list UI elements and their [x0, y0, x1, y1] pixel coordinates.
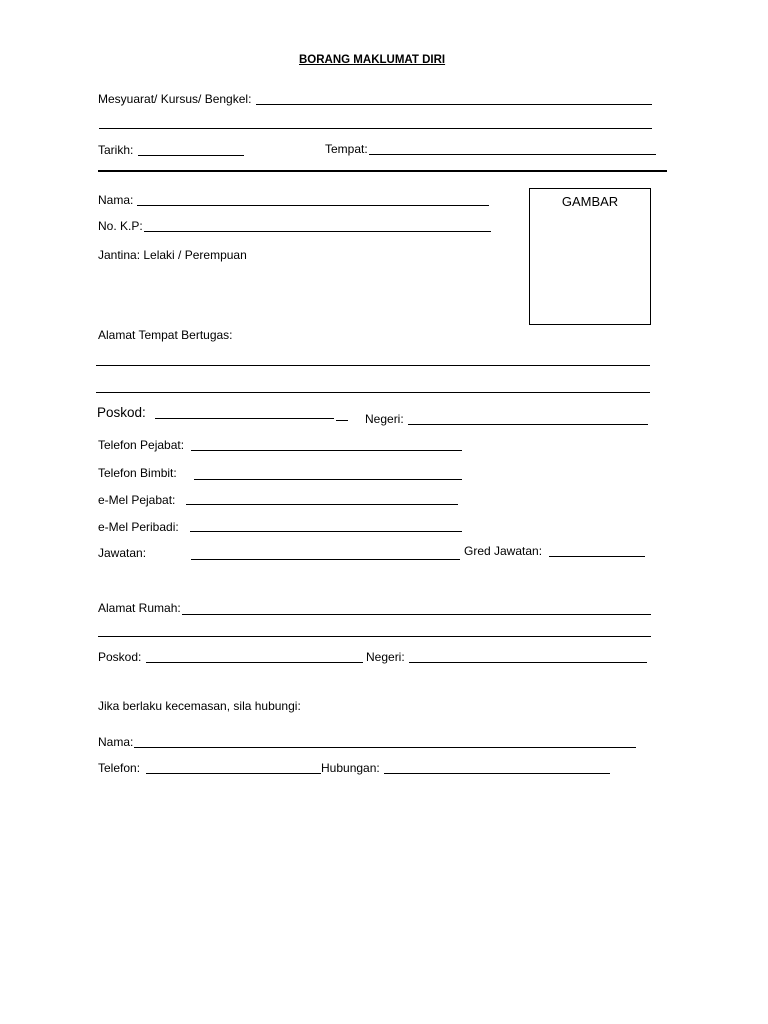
work-address-line-1[interactable]	[96, 365, 650, 366]
emergency-phone-label: Telefon:	[98, 761, 141, 775]
ic-number-label: No. K.P:	[98, 219, 143, 233]
photo-box[interactable]	[529, 188, 651, 325]
work-postcode-field[interactable]	[155, 418, 334, 419]
gender-label: Jantina: Lelaki / Perempuan	[98, 248, 247, 262]
emergency-phone-field[interactable]	[146, 773, 321, 774]
home-state-field[interactable]	[409, 662, 647, 663]
home-state-label: Negeri:	[366, 650, 405, 664]
mobile-phone-label: Telefon Bimbit:	[98, 466, 177, 480]
office-phone-field[interactable]	[191, 450, 462, 451]
home-address-line-1[interactable]	[182, 614, 651, 615]
name-label: Nama:	[98, 193, 134, 207]
ic-number-field[interactable]	[144, 231, 491, 232]
office-email-label: e-Mel Pejabat:	[98, 493, 176, 507]
work-postcode-field-tail	[336, 420, 348, 421]
work-state-label: Negeri:	[365, 412, 404, 426]
emergency-name-label: Nama:	[98, 735, 134, 749]
personal-email-field[interactable]	[190, 531, 462, 532]
meeting-field-line-2[interactable]	[99, 128, 652, 129]
emergency-name-field[interactable]	[134, 747, 636, 748]
meeting-label: Mesyuarat/ Kursus/ Bengkel:	[98, 92, 252, 106]
date-field[interactable]	[138, 155, 244, 156]
grade-field[interactable]	[549, 556, 645, 557]
office-email-field[interactable]	[186, 504, 458, 505]
relationship-label: Hubungan:	[321, 761, 380, 775]
position-label: Jawatan:	[98, 546, 147, 560]
home-postcode-label: Poskod:	[98, 650, 142, 664]
work-postcode-label: Poskod:	[97, 405, 146, 420]
grade-label: Gred Jawatan:	[464, 544, 543, 558]
work-state-field[interactable]	[408, 424, 648, 425]
home-postcode-field[interactable]	[146, 662, 363, 663]
home-address-label: Alamat Rumah:	[98, 601, 181, 615]
office-phone-label: Telefon Pejabat:	[98, 438, 185, 452]
meeting-field[interactable]	[256, 104, 652, 105]
form-title: BORANG MAKLUMAT DIRI	[299, 54, 446, 66]
emergency-heading: Jika berlaku kecemasan, sila hubungi:	[98, 699, 301, 713]
place-label: Tempat:	[325, 142, 368, 156]
photo-label: GAMBAR	[561, 194, 619, 209]
section-divider	[98, 170, 667, 172]
work-address-label: Alamat Tempat Bertugas:	[98, 328, 233, 342]
mobile-phone-field[interactable]	[194, 479, 462, 480]
home-address-line-2[interactable]	[98, 636, 651, 637]
personal-email-label: e-Mel Peribadi:	[98, 520, 179, 534]
position-field[interactable]	[191, 559, 460, 560]
name-field[interactable]	[137, 205, 489, 206]
place-field[interactable]	[369, 154, 656, 155]
relationship-field[interactable]	[384, 773, 610, 774]
date-label: Tarikh:	[98, 143, 134, 157]
work-address-line-2[interactable]	[96, 392, 650, 393]
